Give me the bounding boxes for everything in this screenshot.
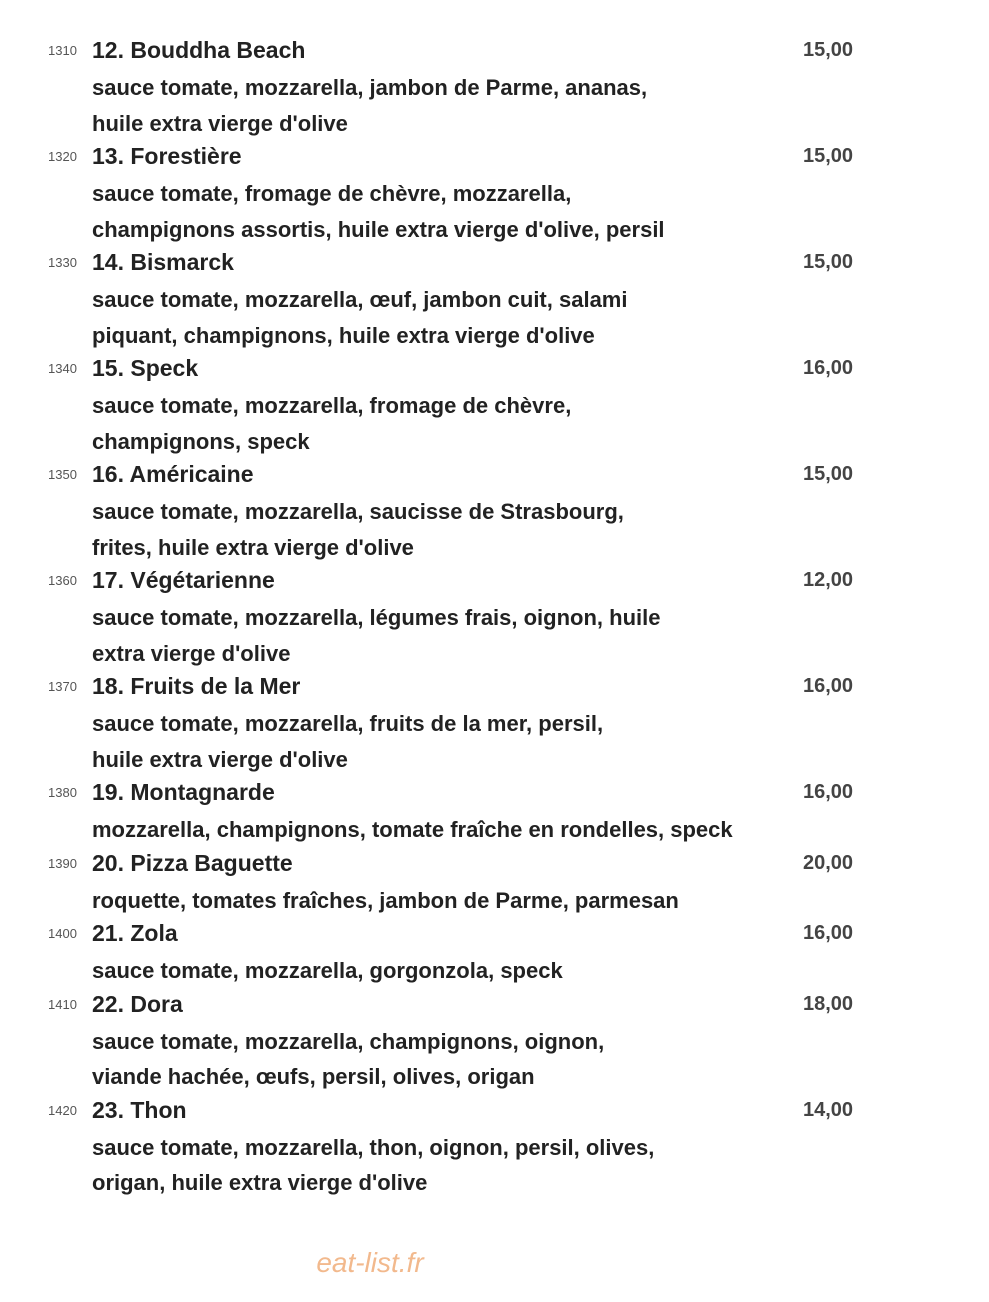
item-description-line: extra vierge d'olive <box>92 640 291 666</box>
item-description-line: sauce tomate, mozzarella, saucisse de Strasbourg, <box>92 499 624 524</box>
menu-item-header <box>0 989 989 1024</box>
item-description <box>92 282 812 353</box>
item-name: 23. Thon <box>92 1096 187 1123</box>
item-description-line: sauce tomate, mozzarella, œuf, jambon cuit, salami <box>92 287 628 312</box>
item-description-line: huile extra vierge d'olive <box>92 746 348 772</box>
item-description-line: sauce tomate, mozzarella, champignons, oignon, <box>92 1028 605 1054</box>
item-code: 1320 <box>48 149 77 164</box>
item-name: 21. Zola <box>92 920 178 946</box>
item-description-line: frites, huile extra vierge d'olive <box>92 534 414 560</box>
menu-item-header <box>0 848 989 883</box>
item-description <box>92 600 812 671</box>
item-price: 16,00 <box>803 675 854 697</box>
item-description-line: viande hachée, œufs, persil, olives, origan <box>92 1064 535 1089</box>
item-price: 15,00 <box>803 145 854 167</box>
menu-item-header <box>0 141 989 176</box>
item-description-line: piquant, champignons, huile extra vierge d'olive <box>92 322 595 348</box>
item-code: 1410 <box>48 996 77 1012</box>
menu-item-header <box>0 35 989 70</box>
item-price: 16,00 <box>803 781 854 803</box>
item-code: 1340 <box>48 361 77 376</box>
item-name: 20. Pizza Baguette <box>92 849 293 876</box>
item-description-line: mozzarella, champignons, tomate fraîche en rondelles, speck <box>92 817 733 842</box>
item-description <box>92 812 812 848</box>
item-description <box>92 883 812 919</box>
item-code: 1360 <box>48 573 77 588</box>
menu-item <box>0 247 989 353</box>
item-name: 13. Forestière <box>92 143 242 169</box>
item-price: 15,00 <box>803 251 854 273</box>
item-code: 1380 <box>48 785 77 800</box>
item-description-line: origan, huile extra vierge d'olive <box>92 1170 428 1195</box>
item-description-line: sauce tomate, mozzarella, thon, oignon, persil, olives, <box>92 1134 655 1160</box>
item-name: 19. Montagnarde <box>92 779 275 805</box>
item-name: 12. Bouddha Beach <box>92 37 306 63</box>
item-description-line: roquette, tomates fraîches, jambon de Parme, parmesan <box>92 887 679 913</box>
item-name: 14. Bismarck <box>92 249 234 275</box>
item-price: 15,00 <box>803 39 854 61</box>
item-price: 15,00 <box>803 463 854 485</box>
item-description-line: sauce tomate, mozzarella, légumes frais, oignon, huile <box>92 605 661 630</box>
item-price: 14,00 <box>803 1098 854 1121</box>
item-description <box>92 953 812 989</box>
item-code: 1420 <box>48 1102 77 1118</box>
item-description <box>92 706 812 777</box>
item-price: 16,00 <box>803 922 854 944</box>
item-code: 1350 <box>48 467 77 482</box>
menu-list <box>0 35 989 1201</box>
item-code: 1330 <box>48 255 77 270</box>
item-description <box>92 494 812 565</box>
menu-item-header <box>0 565 989 600</box>
item-price: 18,00 <box>803 992 854 1015</box>
menu-item-header <box>0 777 989 812</box>
menu-item <box>0 565 989 671</box>
menu-item <box>0 459 989 565</box>
menu-item <box>0 671 989 777</box>
menu-item-header <box>0 247 989 282</box>
item-description-line: sauce tomate, mozzarella, jambon de Parme, ananas, <box>92 75 648 100</box>
menu-item <box>0 989 989 1095</box>
item-name: 15. Speck <box>92 355 199 381</box>
item-name: 22. Dora <box>92 990 183 1017</box>
menu-item-header <box>0 353 989 388</box>
menu-item <box>0 777 989 848</box>
item-code: 1390 <box>48 855 77 871</box>
menu-item <box>0 848 989 919</box>
item-price: 16,00 <box>803 357 854 379</box>
item-description-line: champignons assortis, huile extra vierge d'olive, persil <box>92 216 665 242</box>
item-name: 18. Fruits de la Mer <box>92 673 301 699</box>
item-name: 17. Végétarienne <box>92 567 275 593</box>
menu-item <box>0 35 989 141</box>
item-code: 1370 <box>48 679 77 694</box>
item-description <box>92 388 812 459</box>
menu-item <box>0 141 989 247</box>
menu-item-header <box>0 671 989 706</box>
item-description-line: champignons, speck <box>92 428 310 454</box>
item-description-line: sauce tomate, fromage de chèvre, mozzarella, <box>92 181 572 206</box>
item-description <box>92 1024 812 1095</box>
menu-item-header <box>0 918 989 953</box>
menu-item <box>0 918 989 989</box>
item-description-line: sauce tomate, mozzarella, fruits de la mer, persil, <box>92 711 604 736</box>
item-description <box>92 70 812 141</box>
watermark-text: eat-list.fr <box>316 1247 424 1278</box>
menu-item-header <box>0 459 989 494</box>
item-description-line: sauce tomate, mozzarella, fromage de chèvre, <box>92 393 572 418</box>
item-description <box>92 1130 812 1201</box>
item-price: 12,00 <box>803 569 854 591</box>
menu-item <box>0 353 989 459</box>
item-description-line: huile extra vierge d'olive <box>92 110 348 136</box>
menu-item <box>0 1095 989 1201</box>
item-name: 16. Américaine <box>92 461 254 487</box>
item-code: 1400 <box>48 926 77 941</box>
item-description <box>92 176 812 247</box>
menu-item-header <box>0 1095 989 1130</box>
item-code: 1310 <box>48 43 77 58</box>
item-description-line: sauce tomate, mozzarella, gorgonzola, speck <box>92 958 563 983</box>
item-price: 20,00 <box>803 851 854 874</box>
